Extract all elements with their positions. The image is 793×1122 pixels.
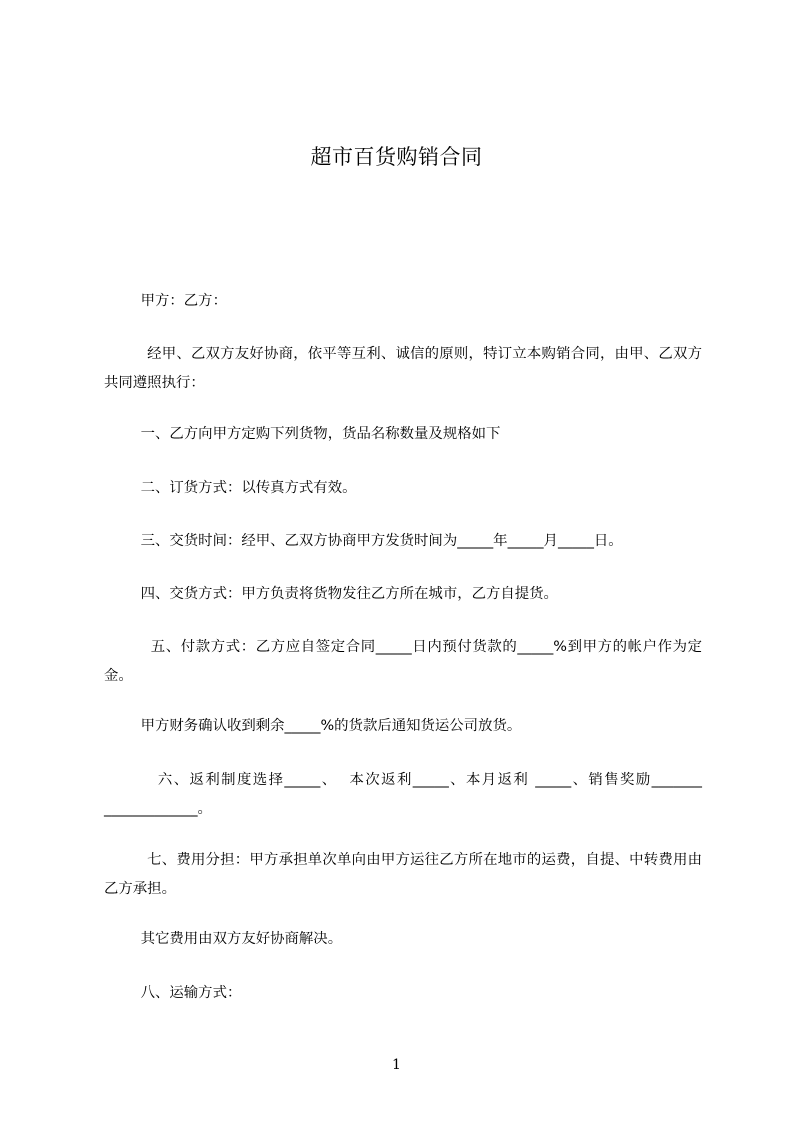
document-title: 超市百货购销合同 xyxy=(310,145,483,169)
paragraph-clause-6: 六、返利制度选择_____、 本次返利_____、本月返利 _____、销售奖励_______ _____________。 xyxy=(104,772,707,817)
paragraph-clause-7-note: 其它费用由双方友好协商解决。 xyxy=(104,931,343,947)
paragraph-parties: 甲方：乙方： xyxy=(104,293,227,309)
paragraph-clause-5-note: 甲方财务确认收到剩余_____%的货款后通知货运公司放货。 xyxy=(104,718,522,734)
paragraph-clause-3: 三、交货时间：经甲、乙双方协商甲方发货时间为_____年_____月_____日。 xyxy=(104,533,623,549)
paragraph-clause-1: 一、乙方向甲方定购下列货物，货品名称数量及规格如下 xyxy=(104,426,501,442)
paragraph-clause-4: 四、交货方式：甲方负责将货物发往乙方所在城市，乙方自提货。 xyxy=(104,586,558,602)
paragraph-preamble: 经甲、乙双方友好协商，依平等互利、诚信的原则，特订立本购销合同，由甲、乙双方共同遵照执行： xyxy=(104,346,702,391)
paragraph-clause-2: 二、订货方式：以传真方式有效。 xyxy=(104,480,357,496)
paragraph-clause-7: 七、费用分担：甲方承担单次单向由甲方运往乙方所在地市的运费，自提、中转费用由乙方承担。 xyxy=(104,852,702,897)
paragraph-clause-8: 八、运输方式： xyxy=(104,985,242,1001)
page-number: 1 xyxy=(392,1057,401,1073)
paragraph-clause-5: 五、付款方式：乙方应自签定合同_____日内预付货款的_____%到甲方的帐户作为定金。 xyxy=(104,639,702,684)
